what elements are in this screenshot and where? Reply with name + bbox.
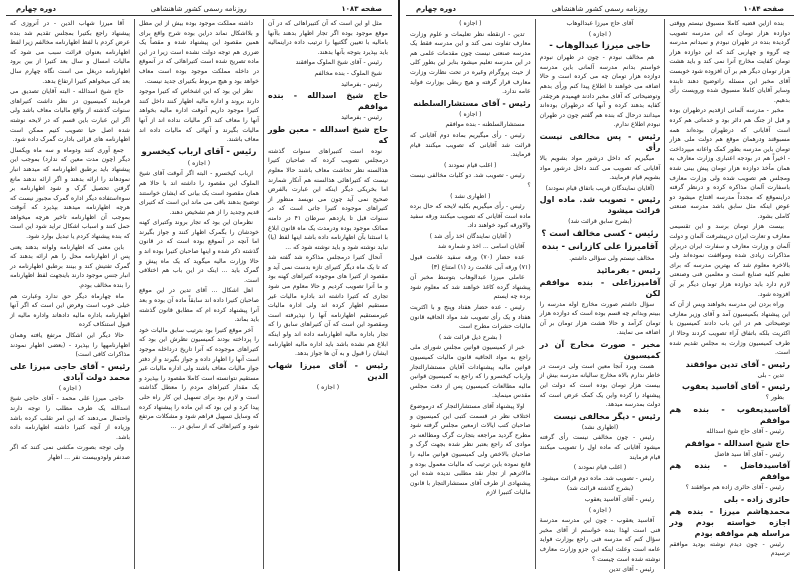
- paragraph: رئیس - چون دیدم نوشته بودید موافقم ترسیدم: [669, 540, 790, 558]
- speaker-line: رئیس - پس مخالفی نیست رأی: [539, 131, 661, 152]
- parenthetical-note: ( اظهاری نشد ): [450, 192, 491, 200]
- parenthetical-note: ( اجازه ): [187, 159, 211, 167]
- paragraph: نظر این بود که این اشخاص که کتیرا موجود دارند بروند و اداره مالیه اظهار کنند داخل کنند کتیرا موجود داریم آنوقت اداره مالیه بخواهد آنها را معاف کند اگر مالیات نداده اند از آنها مالیات بگیرند و آنهائی که مالیات داده اند معاف باشند.: [139, 88, 259, 144]
- parenthetical-note: آقای حاج میرزا عبدالوهاب: [566, 20, 634, 27]
- paragraph: رئیس - آقای تدین: [608, 566, 655, 574]
- page-left: [0, 0, 400, 571]
- parenthetical-note: ( اغلب قیام نمودند ): [444, 161, 497, 169]
- text-column: [135, 19, 264, 569]
- session-label: دوره چهارم: [416, 5, 456, 13]
- text-column: [665, 19, 794, 569]
- speaker-line: آقاسیدفاضل - بنده هم موافقم: [669, 461, 790, 482]
- speaker-line: رئیس - آقای آقاسید یعقوب: [681, 382, 790, 392]
- parenthetical-note: ( اجازه ): [459, 110, 482, 118]
- parenthetical-note: (بشرح سابق قرائت شد): [568, 218, 632, 226]
- parenthetical-note: ( اجازه ): [316, 383, 340, 391]
- paragraph: حاجی میرزا علی محمد - آقای حاجی شیخ اسدالله یک طرف مطلب را توجه دارند واحتمال می‌دهند که این امر تقلب کرده باشد وزیاده از آنچه کتیرا داشته اظهارنامه داده باشد.: [10, 395, 130, 441]
- parenthetical-note: ( اجازه ): [588, 30, 612, 38]
- paragraph: آقا میرزا شهاب الدین - در آنروزی که پیشنهاد راجع بکتیرا بمجلس تقدیم شد بنده عرض کردم با لفظ اظهارنامه مخالفم زیرا لفظ اظهارنامه بعنوان قرائت سبب می شود که مالیات امسال و سال بعد کتیرا از بین برود اظهارنامه دربغل می است نگاه چهارم سال بعد کی میخواهم کتیرا ارتفاع بدهد.: [10, 20, 130, 85]
- paragraph: شیخ الملوک - بنده مخالفم: [314, 69, 382, 77]
- speaker-line: حائری زاده - بلی: [723, 494, 790, 504]
- speaker-line: رئیس - دیگر مخالفی نیست: [553, 411, 661, 421]
- paragraph: نوده است کتبیراهای سنوات گذشته درمجلس تصویب کرده که صاحبان کتیرا هذالسنه نظر تحاشت معاف باشند حالا معلوم نیست که کتیراهائی هذالسنه هم آنکار شمارند اما بخریکی دیگر اینکه این عبارت بالفرض صحیح نمی آید چون می نویسد منظور از کتیراهای موجوده کتیرا جاتی است که در سنوات قبل تا یازدهم سرطان ۴۱ در دامنه مماثک موجود بوده ودرمدت یک ماه قانون ابلاغ با استثنا بآن اظهارنامه داده باشد اینها لفظ (یا) نباید نوشته شود و باید نوشته شود که ...: [268, 147, 388, 251]
- paragraph: رئیس - رأی میگیریم بکلیه لایحه که حال برده ماده است آقایانی که تصویب میکنند ورقه سفید والاورقه کبود خواهند داد.: [409, 203, 531, 230]
- paragraph: رئیس - بفرمائید: [341, 114, 382, 122]
- text-columns: [6, 19, 392, 569]
- paragraph: نظرمان این بود که تجار بروند وکتیرای کهنه خودشان را بگمرک اظهار کنند و جواز بگیرند اما آنچه در آنموقع بوده است که در قانون گذشته ذکر شده و اینها صاحبان کتیرا بوده اند و حالا وزارت مالیه میگوید که یک ماه پیش و گمرک باید ... اینک در این باب هم اختلافی است.: [139, 219, 259, 284]
- speaker-line: حاج شیخ اسدالله - معبن طور که: [268, 124, 388, 145]
- paragraph: هم مخالف نبودم - چون در طهران نبودم خواستم بدانم مدرسه آلمانی باین مدرسه دوازده هزار تومان چه می کرده است و حالا اضافه می خواهند تا اطلاع پیدا کنم ورأی بدهم وتوضیحاتی که آقای مخبر دادند فهمیدم هرچقدر کفایه بدهند کرده و آنها که درطهران بوده‌اند میدانند درحال که بنده هم گفتم چون در طهران نبودم اطلاع ندارم.: [539, 54, 661, 129]
- text-column: [264, 19, 392, 569]
- paragraph: خبر از کمیسیون قوانین مجلس شورای ملی راجع به مواد الحاقیه قانون مالیات کمیسیون قوانین مالیه پیشنهادات آقایان مستشارالتجار وارباب کیخسرو را که راجع به کمیسیون قوانین مالیه مطالعات کمیسیون پس از دقت مجلس مقدس مینماید.: [409, 344, 531, 400]
- speaker-line: آقامیرزاعلی - بنده موافقم لکن: [539, 277, 661, 298]
- text-column: [536, 19, 666, 574]
- text-column: [406, 19, 536, 569]
- parenthetical-note: ( آقایان نمایندگان اخذ رأی شد ): [429, 232, 512, 240]
- speaker-line: رئیس - بفرمائید: [596, 265, 661, 275]
- paragraph: جمع آوری کنند ودوماه و سه ماه ویکسال دیگر (چون مدت معین که ندارد) بموجب این پیشنهاد باید برطبق اظهارنامه که میدهند انبار نمودهاند را ارائه بدهند و اگر ارائه ندهند مانع گرفتن تحصیل گرک و شود اظهارنامه بر سوءاستفاده دیگر اداره گمرک مجبور نیست که هرچه اظهارنامه میدهند بپذیرد که آنوقت بموجب آن اظهارنامه تاخیر هرچه میخواهد حمل کنند و اسباب اشکال تراید شود این است که بنده پیشنهاد کردم یا تبدیل بوارد شود.: [10, 146, 130, 241]
- speaker-line: آقامیرزا علی کازرانی - بنده: [542, 241, 658, 252]
- paragraph: مثل او این است که آن کتبیراهائی که در آن موقع موجود بوده اگر تجار اظهار بدهند باآنها بامالیه با تعیین گکتیها را ترتیب داده دراینمالیه باید بپذیرد بتوجه بآنها بدهند.: [268, 20, 388, 56]
- paragraph: رئیس - آقای شیخ الملوک موافقند: [295, 59, 382, 67]
- parenthetical-note: ( اجازه ): [58, 384, 82, 392]
- paragraph: مستشارالسلطنه - بنده موافقم: [445, 121, 525, 129]
- speaker-line: رئیس - آقای حاجی میرزا علی محمد دولت آبادی: [10, 361, 130, 382]
- paragraph: میگیریم که داخل درشور مواد بشویم بالا آقایانی که تصویب می کنند داخل درشور مواد بشویم قیام فرمایند.: [539, 154, 661, 182]
- gazette-title: روزنامه رسمی کشور شاهنشاهی: [150, 5, 247, 13]
- paragraph: ماه چهارماه دیگر حق ندارد وعبارت هم خیلی خوب است وفرض این است که اگر آنها اظهارنامه باداره مالیه دادهاند واداره مالیه از قبول استنکاف کرده: [10, 292, 130, 329]
- paragraph: رئیس - آقای حاج شیخ اسدالله: [706, 427, 784, 435]
- paragraph: تدین - بلی: [757, 371, 784, 379]
- paragraph: ولی توجه بصورت مکشی نمی کنند که اگر صدنفر ولودوبیست نفر ... اظهار: [10, 444, 130, 461]
- paragraph: رئیس - رأی میگیریم بماده دوم آقایانی که قرائت شد آقایانی که تصویب میکنند قیام فرمایند.: [409, 131, 531, 159]
- paragraph: رئیس - تصویب شد. ماده دوم قرائت میشود.: [540, 474, 655, 482]
- speaker-line: مخبر - صورت مخارج آن در کمیسیون: [539, 339, 661, 360]
- paragraph: بیست هزار تومان برسد و این تقسیمی معارف و تعارت ایران درپیشرفت آلمان و دولت آلمان و وزارت معارف و سفارت ایران دربرلن مذاکرات زیادی شده ومواقفت نموده‌اند ولی بالاخره معلوم شد که بهترین مدرسه که برای تعلیم کلیه صنایع است و معلمین فنی وصنعتی لازم دارد باید دوازده هزار تومان دیگر بر آن افزوده شود.: [669, 223, 790, 298]
- paragraph: آقایان اسامی ... اخذ و شماره شد: [437, 243, 525, 251]
- session-label: دوره چهارم: [16, 5, 56, 13]
- paragraph: رئیس - آقای حائری زاده هم موافقند ؟: [685, 484, 784, 492]
- paragraph: هست وبرد آنجا معین است ولی درست در خاطر ندارم بالاه مخارج سالیانه مدرسه بیش از بیست هزار تومان بوده است که دولت این پیشنهاد را کرده واین یک کمک عرض است که دولت بمدرسه میدهد.: [539, 362, 661, 409]
- speaker-line: حاجی میرزا عبدالوهاب -: [549, 41, 651, 52]
- paragraph: مخبر - مدرسه آلمانی ازقدیم درطهران بوده و قبل از جنگ هم دائر بود و خدماتی هم کرده است آقایانی که درطهران بوده‌اند همه مسبوقند ودرهمان موقع هم دولت ملی هزار تومان باین مدرسه بطور کمک واعانه میپرداخت - اخیراً هم در بودجه اعتباری وزارت معارف به همان مأخذ دوازده هزار تومان پیش بینی شده ومجلس هم تصویب شده ولی وزارت معارف باسفارت آلمان مذاکره کرده و درنظر گرفته دراینموقع که مجدداً مدرسه افتتاح میشود دو عوض اینکه مثل سابق باشد مدرسه صنعتی کاملی بشود.: [669, 107, 790, 220]
- parenthetical-note: ( اجازه ): [459, 20, 482, 27]
- page-header: [406, 3, 794, 16]
- text-column: [6, 19, 135, 569]
- speaker-line: رئیس - آقای مستشارالسلطنه: [413, 98, 531, 108]
- paragraph: رئیس - آقای آقاسید یعقوب: [584, 496, 655, 503]
- paragraph: آخر موقع کتیرا بود بترتیب سابق مالیات خود را پرداخته بودند کمیسیون نظرش این بود که کتیراهای موجوده که آنرا تاریخ درداخله موجود است آنها را اظهار داده و جواز بگیرند و از دفتر جواز مالیات معاف باشند ولی اداره مالیات غیر مستقیم نتوانسته است کاملا مقصود را بپذیرد و یک مقدار کتیراهای مردم را معطل گذاشته است و لازم بود برای تسهیل این کار راه حلی پیدا کرد و این بود که این ماده را پیشنهاد کرده که وسایل تسهیل فراهم شود و مشکلات مرتفع شود و کتیراهائی که از سابق در ...: [139, 326, 259, 430]
- speaker-line: رئیس - آقای تدین موافقند: [685, 359, 790, 369]
- paragraph: آقاسید یعقوب - چون این مدرسه مدرسهٔ فنی است لهذا بنده خواستم از آقای مخبر سؤال کنم که مدرسه فنی راجع بوزارت فواید عامه است وعلت اینکه این جزو وزارت معارف نوشته شده است چیست ؟: [539, 517, 661, 563]
- paragraph: مخالف نیستم ولی سؤالی داشتم.: [569, 254, 655, 262]
- speaker-line: رئیس - کسی مخالف است ؟: [541, 228, 659, 239]
- paragraph: بنده ازاین قضیه کاملا مسبوق نیستم ووقتی دوازده هزار تومان که این مدرسه تصویب گردیده بنده در طهران نبودم و نمیدانم مدرسه چه گروه و چهاربی کند که این دوازده هزار تومان کفایت مخارج آنرا نمی کند و باید هشت هزار تومان دیگر هم بر آن افزوده شود خوبست آقای مخبر این مسئله راتوضیح دهند تابنده وسایر آقایان کاملا مسبوق شده ورویست رأی بدهیم.: [669, 20, 790, 104]
- paragraph: تدین - ازنقطه نظر تعلیمات و علوم وزارت معارف تفاوت نمی کند و این مدرسه فقط یک مدرسه صنعتی نیست چون مقدمات علمی هم در این مدرسه تعلیم میشود بنابر این بطور کلی از حیث پروگرام وغیره در تحت نظارت وزارت معارف قرار گرفته و هیچ ربطی بوزارت فواید عامه ندارد.: [409, 30, 531, 96]
- paragraph: آنحال کتیرا درمجلس مذاکره شد گفته شد که تا یک ماه دیگر کتیرای تازه بدست نمی آید و مقصود از کتیرا های موجوده کتیراهای کهنه بود و ما آنرا تصویب کردیم و حالا معلوم می شود تجاری که کتیرا داشته اند باداره مالیات غیر مستقیم اظهار کرده اند ولی اداره مالیات غیرمستقیم اظهارنامه آنها را نپذیرفته است ومقصود این است که آن کتیراهای سابق را که تجار باداره مالیه اظهارنامه داده اند ولو اینکه ابلاغ هم نشده باشد باید اداره مالیه اظهارنامه ایشان را قبول و به آن ها جواز بدهد.: [268, 254, 388, 358]
- paragraph: حالا دیگر این اشکال مرتفع یافته وهمان اظهارنامهها را بپذیرد - (بعضی اظهار نمودند مذاکرات کافی است): [10, 332, 130, 359]
- speaker-line: حاج شیخ اسدالله - موافقم: [685, 438, 790, 448]
- paragraph: باین معنی که اظهارنامه ولوانه بدهند یعنی پس از اظهارنامه محل را هم ارائه بدهند که گمرک تفتیش کند و بینند برطبق اظهارنامه در انبار جنس موجود دارند باینجهت لفظ اظهارنامه را بنده مخالف بودم.: [10, 243, 130, 290]
- paragraph: وراه بردن این مدرسه بخواهند ویس از آن که این پیشنهاد بکمیسیون آمد و آقای وزیر معارف توضیحاتی هم در این باب دادند کمیسیون با اکثریت بلکه باتفاق آراء تصویب کردند وحالا از طرف کمیسیون وزارت به مجلس تقدیم شده است.: [669, 301, 790, 357]
- page-right: [400, 0, 800, 574]
- parenthetical-note: ( اغلب قیام نمودند ): [573, 464, 627, 472]
- paragraph: سؤال داشتم صورت مخارج اوله مدرسه را ببینم وبدانم چه قسم بوده است که دوازده هزار تومان کرآمد و حالا هشت هزار تومان بر آن اضافه می نمایند.: [539, 300, 661, 337]
- paragraph: رئیس - تصویب شد. دو کلیات مخالفی نیست ؟: [409, 172, 531, 189]
- paragraph: ارباب کیخسرو - البته اگر آنوقت آقای شیخ الملوک این مقصود را داشته اند با حالا هم همان مقصود است یک بیانی که ایشان خواستند توضیح بدهند باقی می ماند این است که کتیرای قدیم وجدید را از هم تشخیص دهند.: [139, 170, 259, 216]
- parenthetical-note: ( اجازه ): [588, 506, 612, 514]
- paragraph: اهل اشکال ... آقای تدین در این موقع صاحبان کتیرا داده اند سابقاً ماده آن بوده و بعد آنرا پیشنهاد کرده ام که مطابق قانون گذشته باید بماند.: [139, 287, 259, 324]
- parenthetical-note: ( بشرح ذیل قرائت شد ): [438, 333, 502, 341]
- page-header: [6, 3, 392, 16]
- speaker-line: رئیس - آقای ارباب کیخسرو: [141, 146, 257, 157]
- paragraph: رئیس - آقای آقا سید فاضل: [714, 450, 784, 458]
- page-number: صفحه ۱۰۸۳: [341, 5, 382, 13]
- page-number: صفحه ۱۰۸۴: [743, 5, 784, 13]
- paragraph: عده حضار (۷۰) ورقه سفید علامت قبول (۷۱) ورقه آبی علامت رد (۱) امتناع (۳): [409, 254, 531, 271]
- paragraph: رئیس - چون مخالفی نیست رأی گرفته میشود آقایانی که ماده اول را تصویب میکنند قیام فرمایند: [539, 434, 661, 461]
- paragraph: حاج شیخ اسدالله - البته آقایان تصدیق می فرمایند کمیسیون در نظر داشت کتیراهای سنوات گذشته از واقع مالیات معاف باشد ولی اگر این عبارت باین قسم که در لایحه نوشته شده اصل حیا تصویب کنیم ممکن است اظهارنامه های قرائی بادارت گمرک داده شود.: [10, 88, 130, 144]
- paragraph: عاملی میرزا عبدالوهاب بتوسط مخبر آن پیشنهاد گرده کاغذ خواهند شد که معلوم شود برده چه ایستم: [409, 274, 531, 301]
- parenthetical-note: (آقایان نمایندگان قریب باتفاق قیام نمودند): [545, 184, 655, 192]
- text-columns: [406, 19, 794, 574]
- gazette-title: روزنامه رسمی کشور شاهنشاهی: [551, 5, 648, 13]
- parenthetical-note: (اظهاری نشد): [581, 423, 619, 431]
- paragraph: بطور ؟: [765, 394, 784, 402]
- speaker-line: رئیس - آقای میرزا شهاب الدین: [268, 360, 388, 381]
- parenthetical-note: (بشرح گذشته قرائت شد): [566, 485, 634, 493]
- paragraph: اولا پیشنهاد آقای مستشارالتجار که درموضوع اختلاف نظر در قسمت کتبی این کمیسیون و صاحبان کتب ایالات ازمعین مجلس گرفته شود مطرح گردید مراجعه بتجارت گرک ومطالعه در موادی که راجع بعتبر نظر شده بجهت گرک و صاحبان بالاخص ولی کمیسیون قوانین مالیه را قانع نموده باین ترتیب که مالیات معمول بوده و مالاترهم از تجار نقد مطلبی ندیده شده این پیشنهادی از طرف آقای مستشارالتجار با قانون مالیات کتبیرا لازم: [409, 402, 531, 497]
- paragraph: رئیس - عده حضار هفتاد وپنج و با اکثریت هفتاد و یک رأی تصویب شد مواد الحاقیه قانون مالیات حشرات مطرح است: [409, 304, 531, 331]
- speaker-line: رئیس - تصویب شد. ماده اول قرائت میشود: [539, 195, 661, 216]
- speaker-line: محمدهاشم میرزا - بنده هم اجازه خواسته بودم ودر مراسله هم موافقه بودم: [669, 506, 790, 538]
- speaker-line: آقاسیدیعقوب - بنده هم موافقم: [669, 404, 790, 425]
- paragraph: داشته مملکت موجود بوده بیش از این مطل و بلااشکال نماند دراین بوده شرح واقع برای همین مقصود این پیشنهاد شده و مقصاً یک ضرری هم توجه دولت نشده است زیرا در این ماده تصریح شده است کتیراهائی که در آنموقع در داخله مملکت موجود بوده است معاف خواهد بود و هیچ مربوط بکتیرای جدید نیست.: [139, 20, 259, 85]
- paragraph: رئیس - بفرمائید: [341, 80, 382, 88]
- speaker-line: حاج شیخ اسدالله - بنده موافقم: [268, 91, 388, 112]
